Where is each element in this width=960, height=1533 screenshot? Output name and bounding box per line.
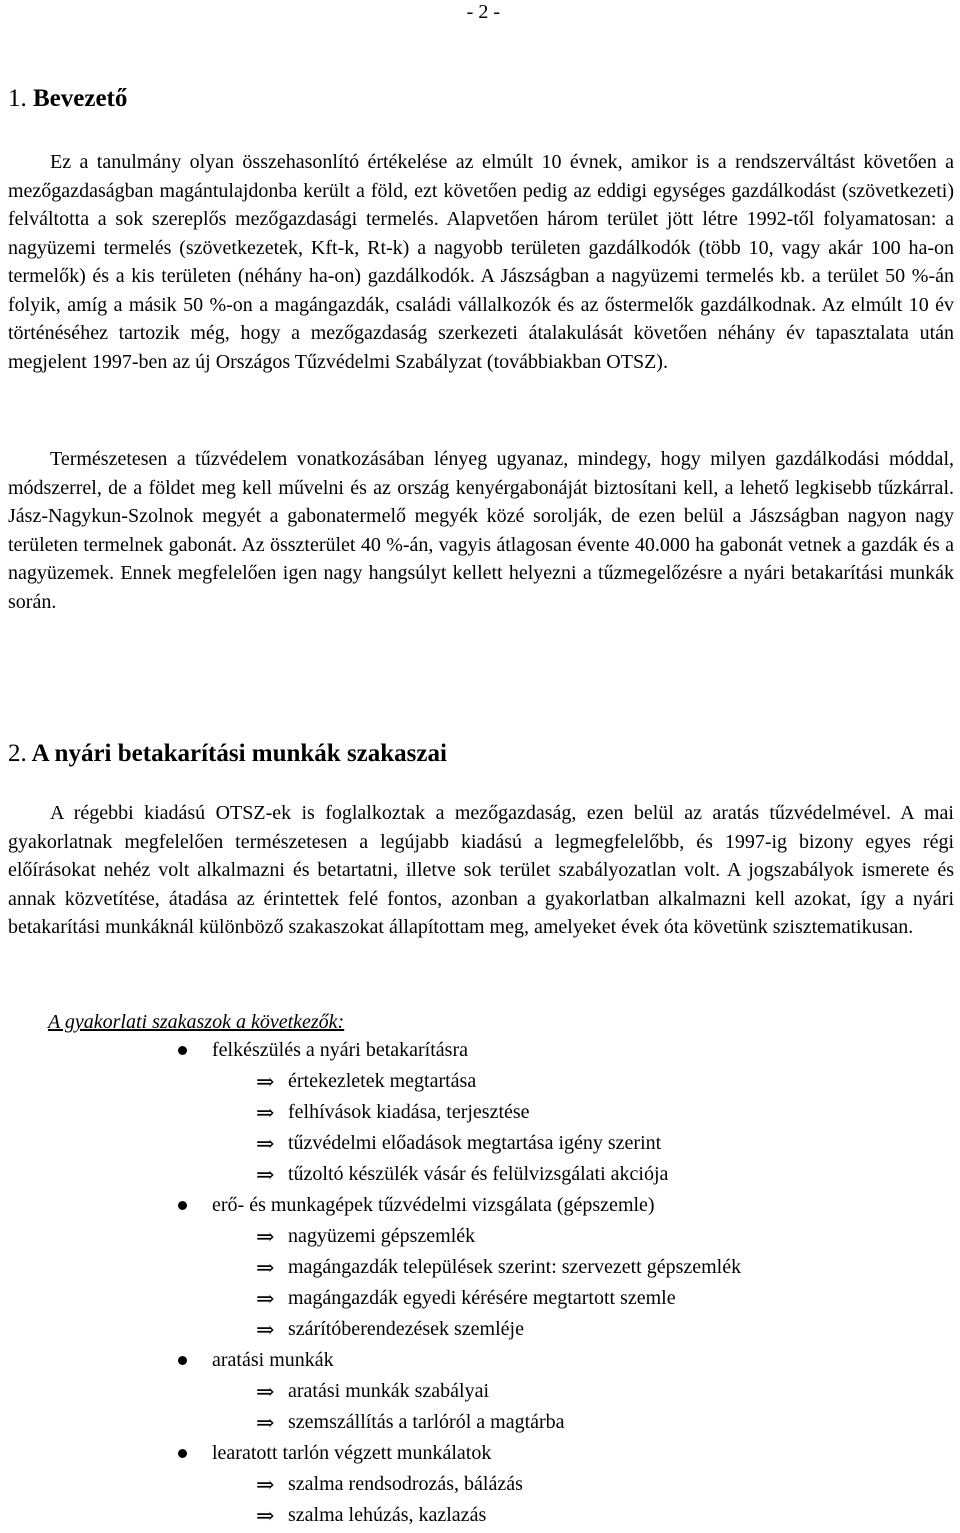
bullet-icon: [178, 1356, 187, 1365]
double-arrow-icon: ⇒: [256, 1410, 275, 1435]
phase-subitem-label: aratási munkák szabályai: [288, 1380, 490, 1402]
phase-subitem: [0, 1252, 741, 1283]
phases-subheading: A gyakorlati szakaszok a következők:: [48, 1011, 345, 1033]
phase-subitem-label: felhívások kiadása, terjesztése: [288, 1101, 530, 1123]
page-number: - 2 -: [466, 1, 500, 23]
phase-item: [0, 1035, 741, 1066]
section-1-title: Bevezető: [33, 85, 128, 112]
section-1-number: 1.: [8, 85, 27, 112]
phase-item: [0, 1190, 741, 1221]
phase-label: learatott tarlón végzett munkálatok: [212, 1442, 492, 1464]
phase-subitem-label: magángazdák települések szerint: szervezett gépszemlék: [288, 1256, 742, 1278]
phase-subitem-label: magángazdák egyedi kérésére megtartott szemle: [288, 1287, 676, 1309]
phase-subitem: [0, 1500, 741, 1531]
phase-subitem-label: szalma rendsodrozás, bálázás: [288, 1473, 523, 1495]
section-1-heading: [8, 84, 127, 114]
section-2-heading: [8, 739, 447, 769]
intro-paragraph-2: Természetesen a tűzvédelem vonatkozásában lényeg ugyanaz, mindegy, hogy milyen gazdálkodási móddal, módszerrel, de a földet meg kell művelni és az ország kenyérgabonáját biztosítani kell, a lehető legkisebb tűzkárral. Jász-Nagykun-Szolnok megyét a gabonatermelő megyék közé sorolják, de ezen belül a Jászságban nagyon nagy területen termelnek gabonát. Az összterület 40 %-án, vagyis átlagosan évente 40.000 ha gabonát vetnek a gazdák és a nagyüzemek. Ennek megfelelően igen nagy hangsúlyt kellett helyezni a tűzmegelőzésre a nyári betakarítási munkák során.: [8, 448, 954, 613]
double-arrow-icon: ⇒: [256, 1472, 275, 1497]
phase-subitem-label: nagyüzemi gépszemlék: [288, 1225, 476, 1247]
phase-item: [0, 1438, 741, 1469]
phase-subitem: [0, 1066, 741, 1097]
phase-subitem-label: értekezletek megtartása: [288, 1070, 477, 1092]
phase-subitem: [0, 1314, 741, 1345]
phase-subitem: [0, 1221, 741, 1252]
phase-subitem-label: tűzvédelmi előadások megtartása igény szerint: [288, 1132, 662, 1154]
section-2-title: A nyári betakarítási munkák szakaszai: [31, 740, 447, 767]
double-arrow-icon: ⇒: [256, 1224, 275, 1249]
bullet-icon: [178, 1201, 187, 1210]
double-arrow-icon: ⇒: [256, 1162, 275, 1187]
phase-subitem: [0, 1283, 741, 1314]
phase-label: felkészülés a nyári betakarításra: [212, 1039, 468, 1061]
phase-label: aratási munkák: [212, 1349, 334, 1371]
double-arrow-icon: ⇒: [256, 1100, 275, 1125]
phase-subitem: [0, 1128, 741, 1159]
double-arrow-icon: ⇒: [256, 1069, 275, 1094]
double-arrow-icon: ⇒: [256, 1317, 275, 1342]
phase-label: erő- és munkagépek tűzvédelmi vizsgálata (gépszemle): [212, 1194, 655, 1216]
bullet-icon: [178, 1449, 187, 1458]
phase-subitem-label: szárítóberendezések szemléje: [288, 1318, 524, 1340]
phase-item: [0, 1345, 741, 1376]
phase-subitem-label: szemszállítás a tarlóról a magtárba: [288, 1411, 565, 1433]
phase-subitem: [0, 1097, 741, 1128]
double-arrow-icon: ⇒: [256, 1131, 275, 1156]
section-2-number: 2.: [8, 740, 27, 767]
phase-subitem: [0, 1159, 741, 1190]
double-arrow-icon: ⇒: [256, 1286, 275, 1311]
section-2-paragraph: A régebbi kiadású OTSZ-ek is foglalkoztak a mezőgazdaság, ezen belül az aratás tűzvédelmével. A mai gyakorlatnak megfelelően természetesen a legújabb kiadású a legmegfelelőbb, és 1997-ig bizony egyes régi előírásokat nehéz volt alkalmazni és betartatni, illetve sok terület szabályozatlan volt. A jogszabályok ismerete és annak közvetítése, átadása az érintettek felé fontos, azonban a gyakorlatban alkalmazni kell azokat, így a nyári betakarítási munkáknál különböző szakaszokat állapítottam meg, amelyeket évek óta követünk szisztematikusan.: [8, 802, 954, 938]
phase-subitem-label: tűzoltó készülék vásár és felülvizsgálati akciója: [288, 1163, 669, 1185]
double-arrow-icon: ⇒: [256, 1379, 275, 1404]
intro-paragraph-1: Ez a tanulmány olyan összehasonlító értékelése az elmúlt 10 évnek, amikor is a rendszerváltást követően a mezőgazdaságban magántulajdonba került a föld, ezt követően pedig az eddigi egységes gazdálkodást (szövetkezeti) felváltotta a sok szereplős mezőgazdasági termelés. Alapvetően három terület jött létre 1992-től folyamatosan: a nagyüzemi termelés (szövetkezetek, Kft-k, Rt-k) a nagyobb területen gazdálkodók (több 10, vagy akár 100 ha-on termelők) és a kis területen (néhány ha-on) gazdálkodók. A Jászságban a nagyüzemi termelés kb. a terület 50 %-án folyik, amíg a másik 50 %-on a magángazdák, családi vállalkozók és az őstermelők gazdálkodnak. Az elmúlt 10 év történéséhez tartozik még, hogy a mezőgazdaság szerkezeti átalakulását követően néhány év tapasztalata után megjelent 1997-ben az új Országos Tűzvédelmi Szabályzat (továbbiakban OTSZ).: [8, 151, 954, 373]
phases-list: [0, 1035, 741, 1531]
phase-subitem: [0, 1407, 741, 1438]
phase-subitem-label: szalma lehúzás, kazlazás: [288, 1504, 487, 1526]
double-arrow-icon: ⇒: [256, 1255, 275, 1280]
phase-subitem: [0, 1469, 741, 1500]
phase-subitem: [0, 1376, 741, 1407]
double-arrow-icon: ⇒: [256, 1503, 275, 1528]
bullet-icon: [178, 1046, 187, 1055]
